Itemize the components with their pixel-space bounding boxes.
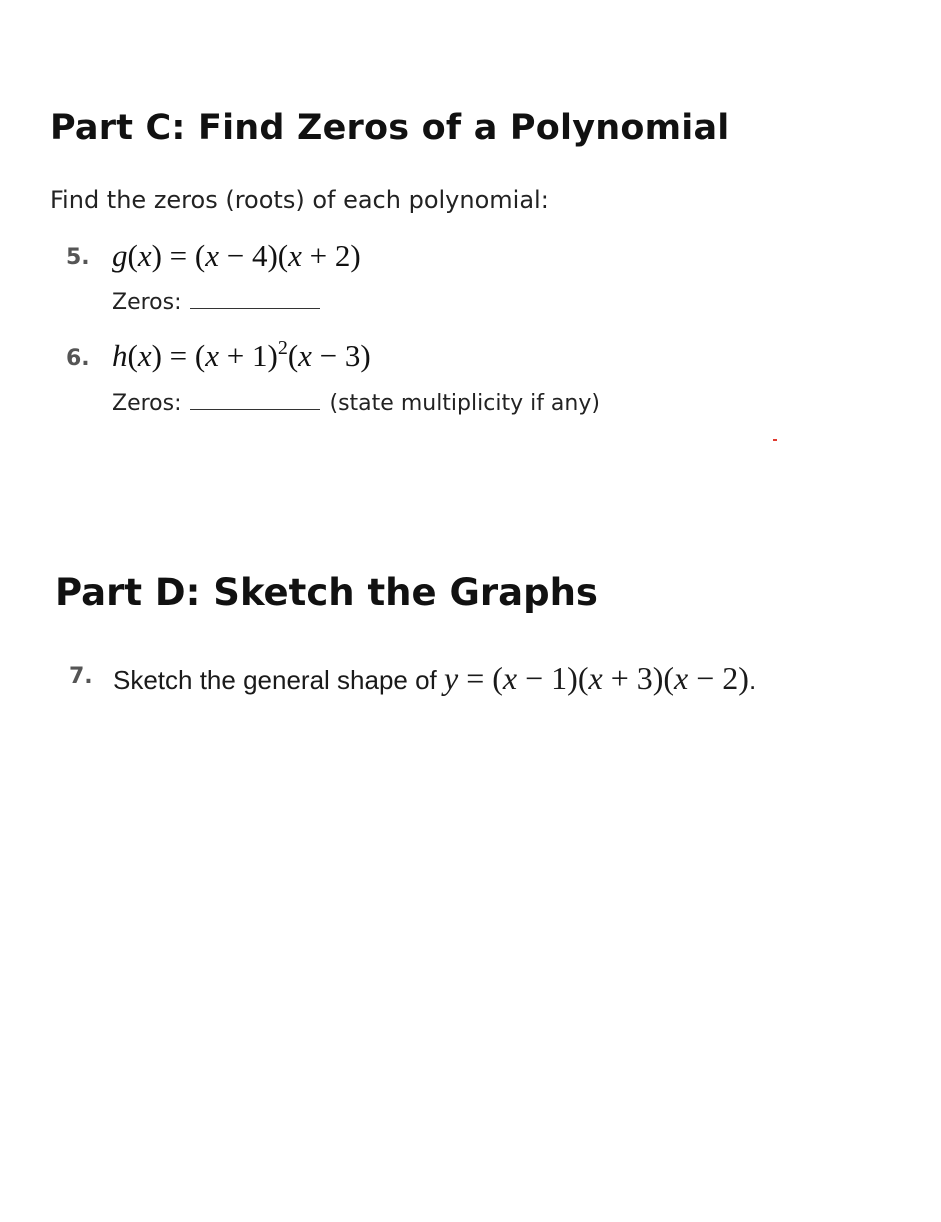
q5-function-name: g <box>112 238 128 273</box>
q5-answer-blank[interactable] <box>190 307 320 309</box>
q5-zeros-label: Zeros: <box>112 290 182 315</box>
part-d-title: Part D: Sketch the Graphs <box>55 571 598 614</box>
question-5-zeros-row <box>112 290 330 315</box>
part-c-intro: Find the zeros (roots) of each polynomial: <box>50 186 549 214</box>
part-c-title: Part C: Find Zeros of a Polynomial <box>50 108 730 148</box>
stray-red-mark <box>773 439 777 441</box>
q6-function-name: h <box>112 338 128 373</box>
q7-end-punct: . <box>748 665 757 695</box>
q7-text-prefix: Sketch the general shape of <box>113 665 445 695</box>
question-5-number: 5. <box>66 245 90 270</box>
question-7-number: 7. <box>69 664 93 689</box>
question-5-equation: g(x) = (x − 4)(x + 2) <box>112 238 361 273</box>
q6-zeros-note: (state multiplicity if any) <box>329 391 600 416</box>
q5-expression: = (x − 4)(x + 2) <box>169 238 361 273</box>
q6-expression: = $(x + 1)^2(x - 3)$ <box>169 337 371 373</box>
q6-variable: x <box>137 338 152 373</box>
q7-expression: y = (x − 1)(x + 3)(x − 2) <box>444 660 749 696</box>
question-6-equation: $h(x) = (x + 1)^2(x - 3)$ <box>112 337 371 373</box>
question-7-prompt <box>113 660 756 697</box>
q6-answer-blank[interactable] <box>190 408 320 410</box>
question-6-number: 6. <box>66 346 90 371</box>
q6-zeros-label: Zeros: <box>112 391 182 416</box>
question-6-zeros-row <box>112 391 600 416</box>
q5-variable: x <box>137 238 152 273</box>
